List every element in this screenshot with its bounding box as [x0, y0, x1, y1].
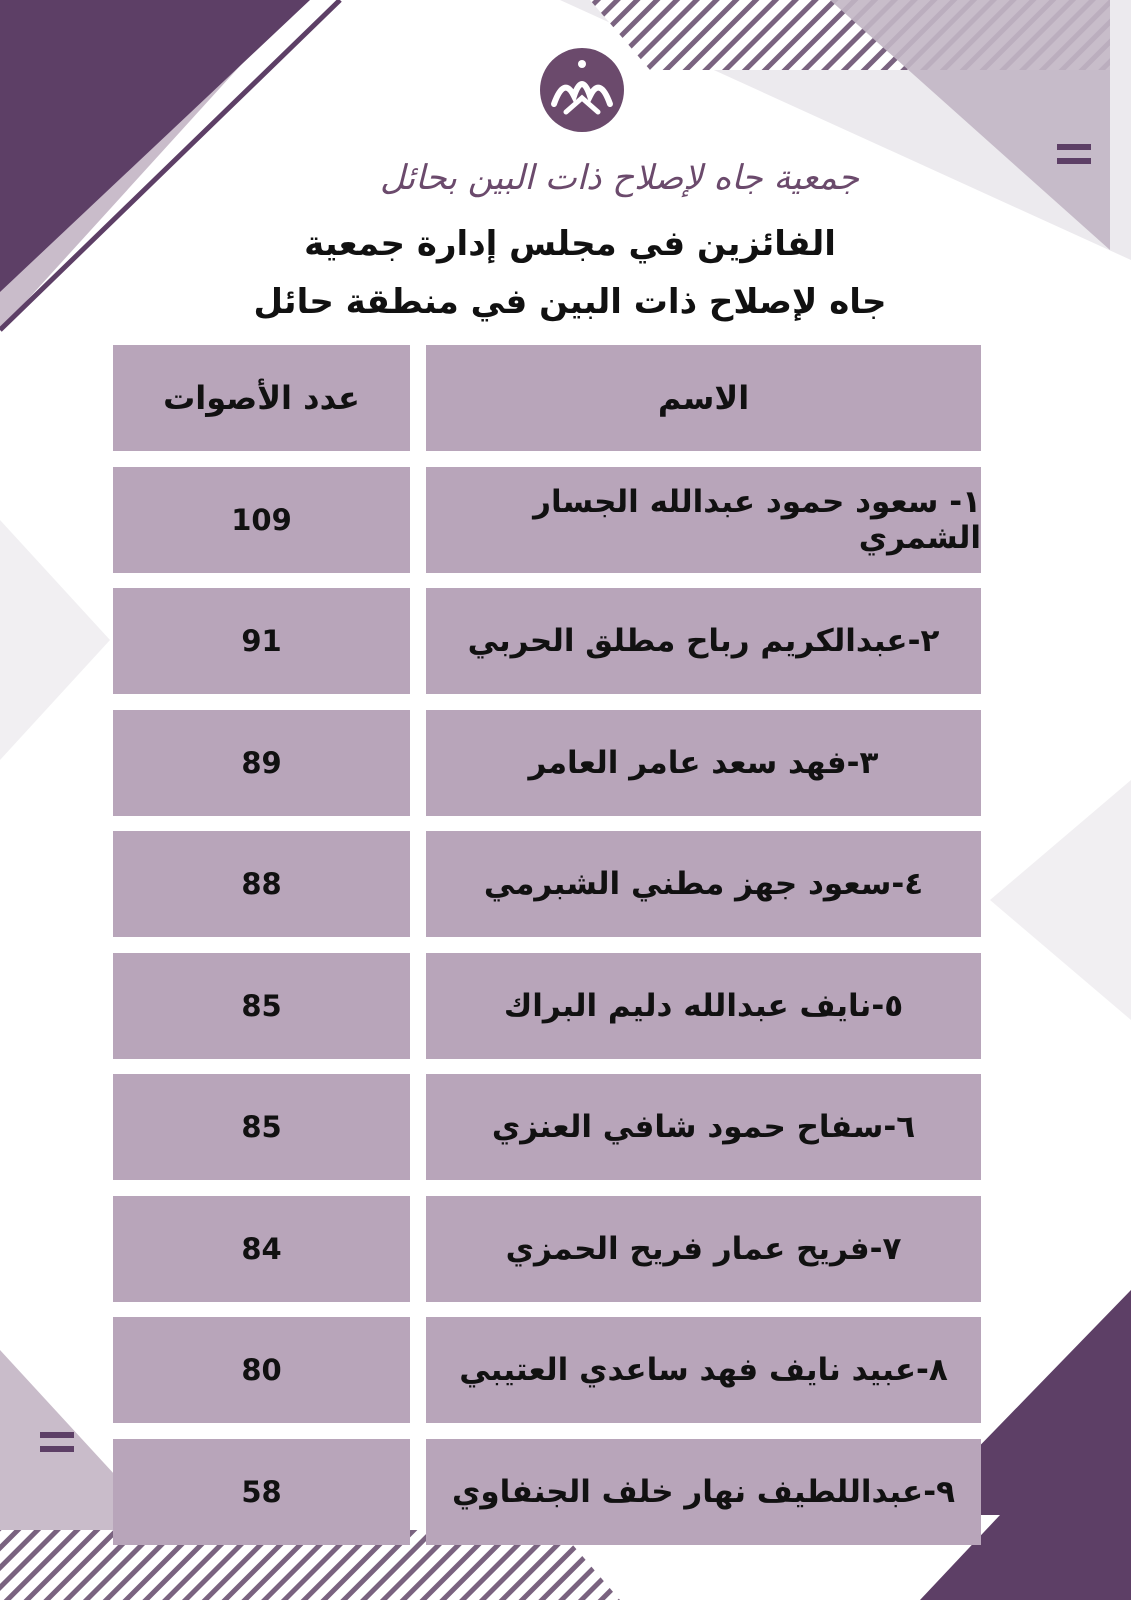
- header-votes: عدد الأصوات: [113, 345, 410, 451]
- row-3-votes: 89: [113, 710, 410, 816]
- equals-decoration-icon: [40, 1432, 74, 1460]
- row-5-name: ٥-نايف عبدالله دليم البراك: [426, 953, 981, 1059]
- row-2-name: ٢-عبدالكريم رباح مطلق الحربي: [426, 588, 981, 694]
- row-6-name: ٦-سفاح حمود شافي العنزي: [426, 1074, 981, 1180]
- organization-calligraphy: جمعية جاه لإصلاح ذات البين بحائل: [380, 158, 860, 198]
- equals-decoration-icon: [1057, 144, 1091, 172]
- row-8-votes: 80: [113, 1317, 410, 1423]
- row-2-votes: 91: [113, 588, 410, 694]
- row-1-name: ١- سعود حمود عبدالله الجسار الشمري: [426, 467, 981, 573]
- header-name: الاسم: [426, 345, 981, 451]
- row-9-name: ٩-عبداللطيف نهار خلف الجنفاوي: [426, 1439, 981, 1545]
- row-4-votes: 88: [113, 831, 410, 937]
- row-5-votes: 85: [113, 953, 410, 1059]
- row-6-votes: 85: [113, 1074, 410, 1180]
- row-7-name: ٧-فريح عمار فريح الحمزي: [426, 1196, 981, 1302]
- row-7-votes: 84: [113, 1196, 410, 1302]
- row-9-votes: 58: [113, 1439, 410, 1545]
- row-1-votes: 109: [113, 467, 410, 573]
- row-8-name: ٨-عبيد نايف فهد ساعدي العتيبي: [426, 1317, 981, 1423]
- row-4-name: ٤-سعود جهز مطني الشبرمي: [426, 831, 981, 937]
- title-line-2: جاه لإصلاح ذات البين في منطقة حائل: [253, 282, 887, 322]
- title-line-1: الفائزين في مجلس إدارة جمعية: [304, 224, 836, 264]
- row-3-name: ٣-فهد سعد عامر العامر: [426, 710, 981, 816]
